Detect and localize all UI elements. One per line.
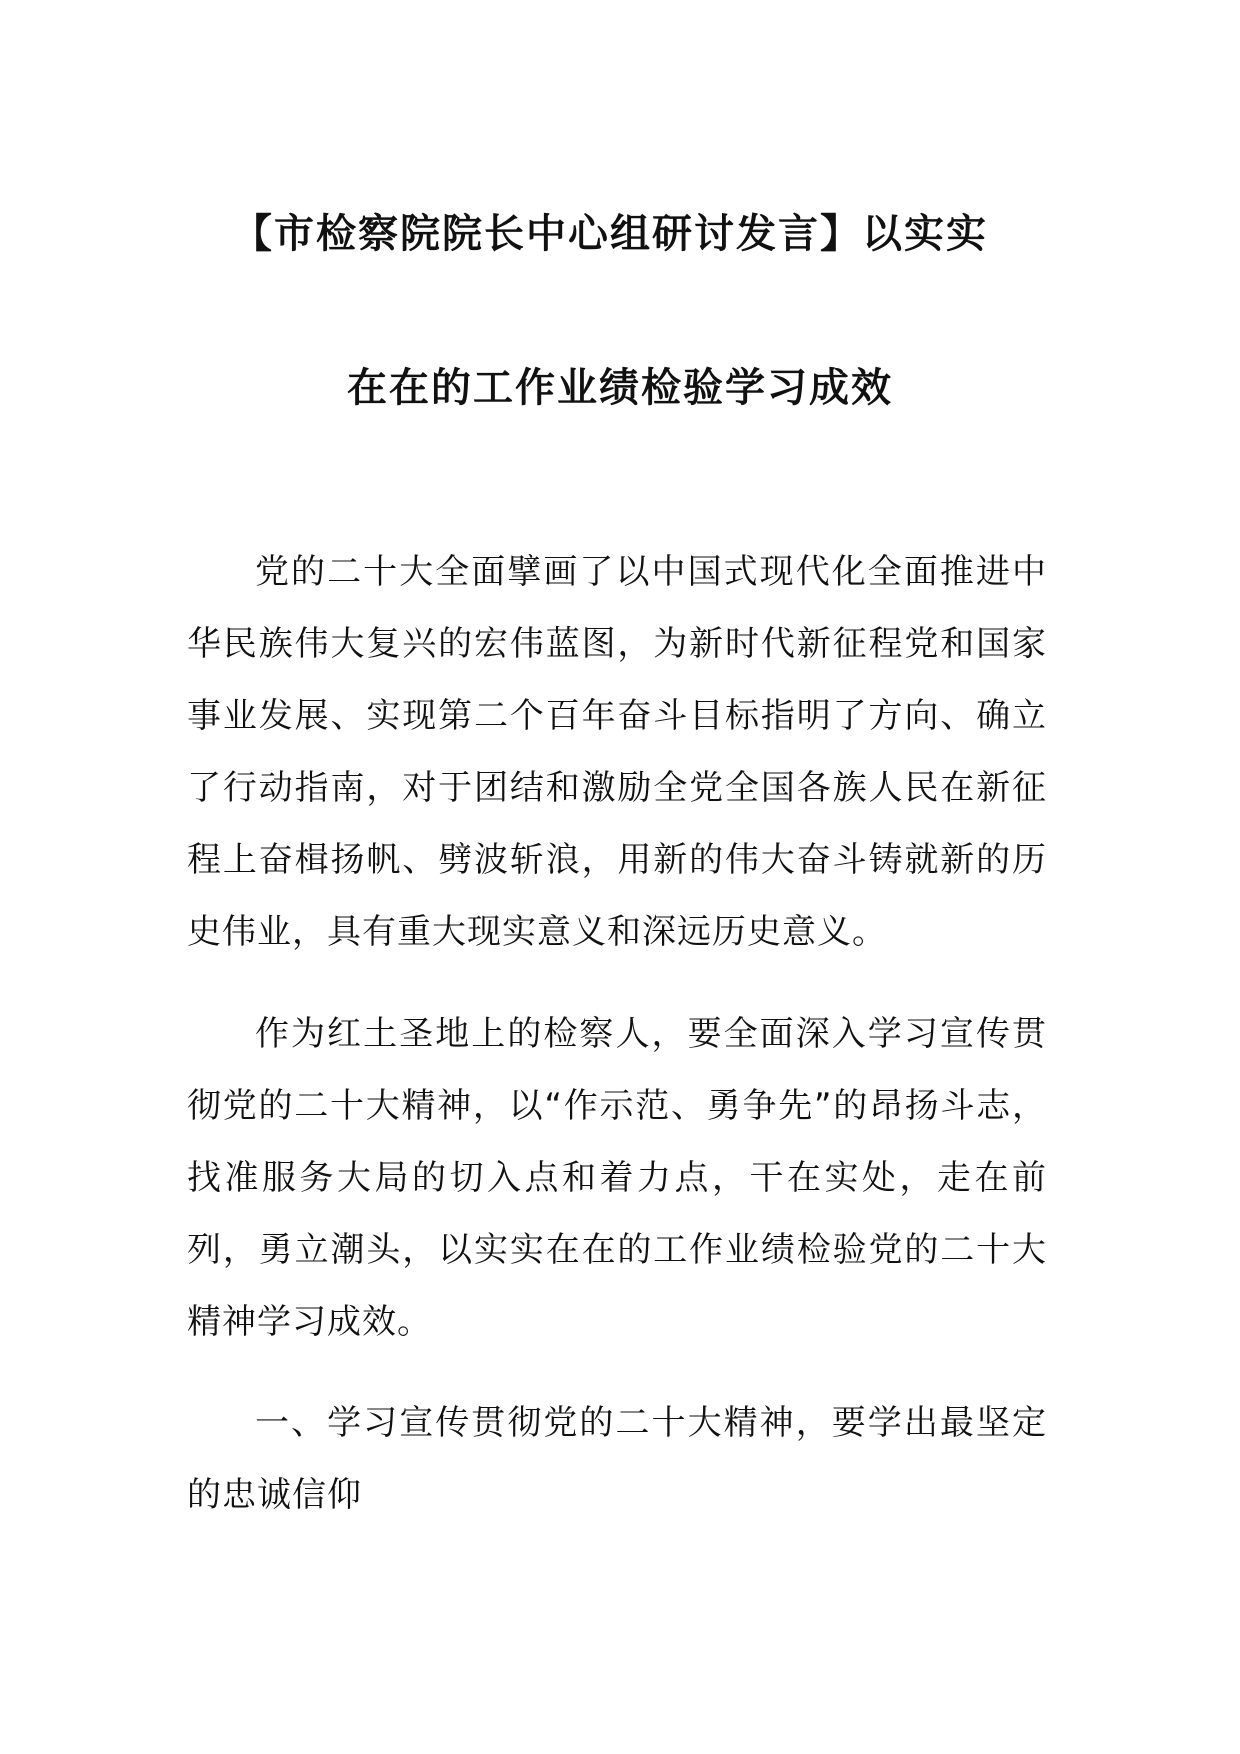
paragraph-2: 作为红土圣地上的检察人，要全面深入学习宣传贯彻党的二十大精神，以“作示范、勇争先”的昂扬斗志，找准服务大局的切入点和着力点，干在实处，走在前列，勇立潮头，以实实在在的工作业绩检验党的二十大精神学习成效。 <box>187 1014 1047 1342</box>
paragraph-1: 党的二十大全面擘画了以中国式现代化全面推进中华民族伟大复兴的宏伟蓝图，为新时代新征程党和国家事业发展、实现第二个百年奋斗目标指明了方向、确立了行动指南，对于团结和激励全党全国各族人民在新征程上奋楫扬帆、劈波斩浪，用新的伟大奋斗铸就新的历史伟业，具有重大现实意义和深远历史意义。 <box>187 552 1047 952</box>
document-title-line-1: 【市检察院院长中心组研讨发言】以实实 <box>232 211 988 257</box>
section-heading-1: 一、学习宣传贯彻党的二十大精神，要学出最坚定的忠诚信仰 <box>187 1403 1047 1515</box>
paragraph-1-container <box>187 536 1047 968</box>
document-title-line-2: 在在的工作业绩检验学习成效 <box>347 365 893 411</box>
section-heading-container <box>187 1387 1047 1531</box>
paragraph-2-container <box>187 998 1047 1358</box>
